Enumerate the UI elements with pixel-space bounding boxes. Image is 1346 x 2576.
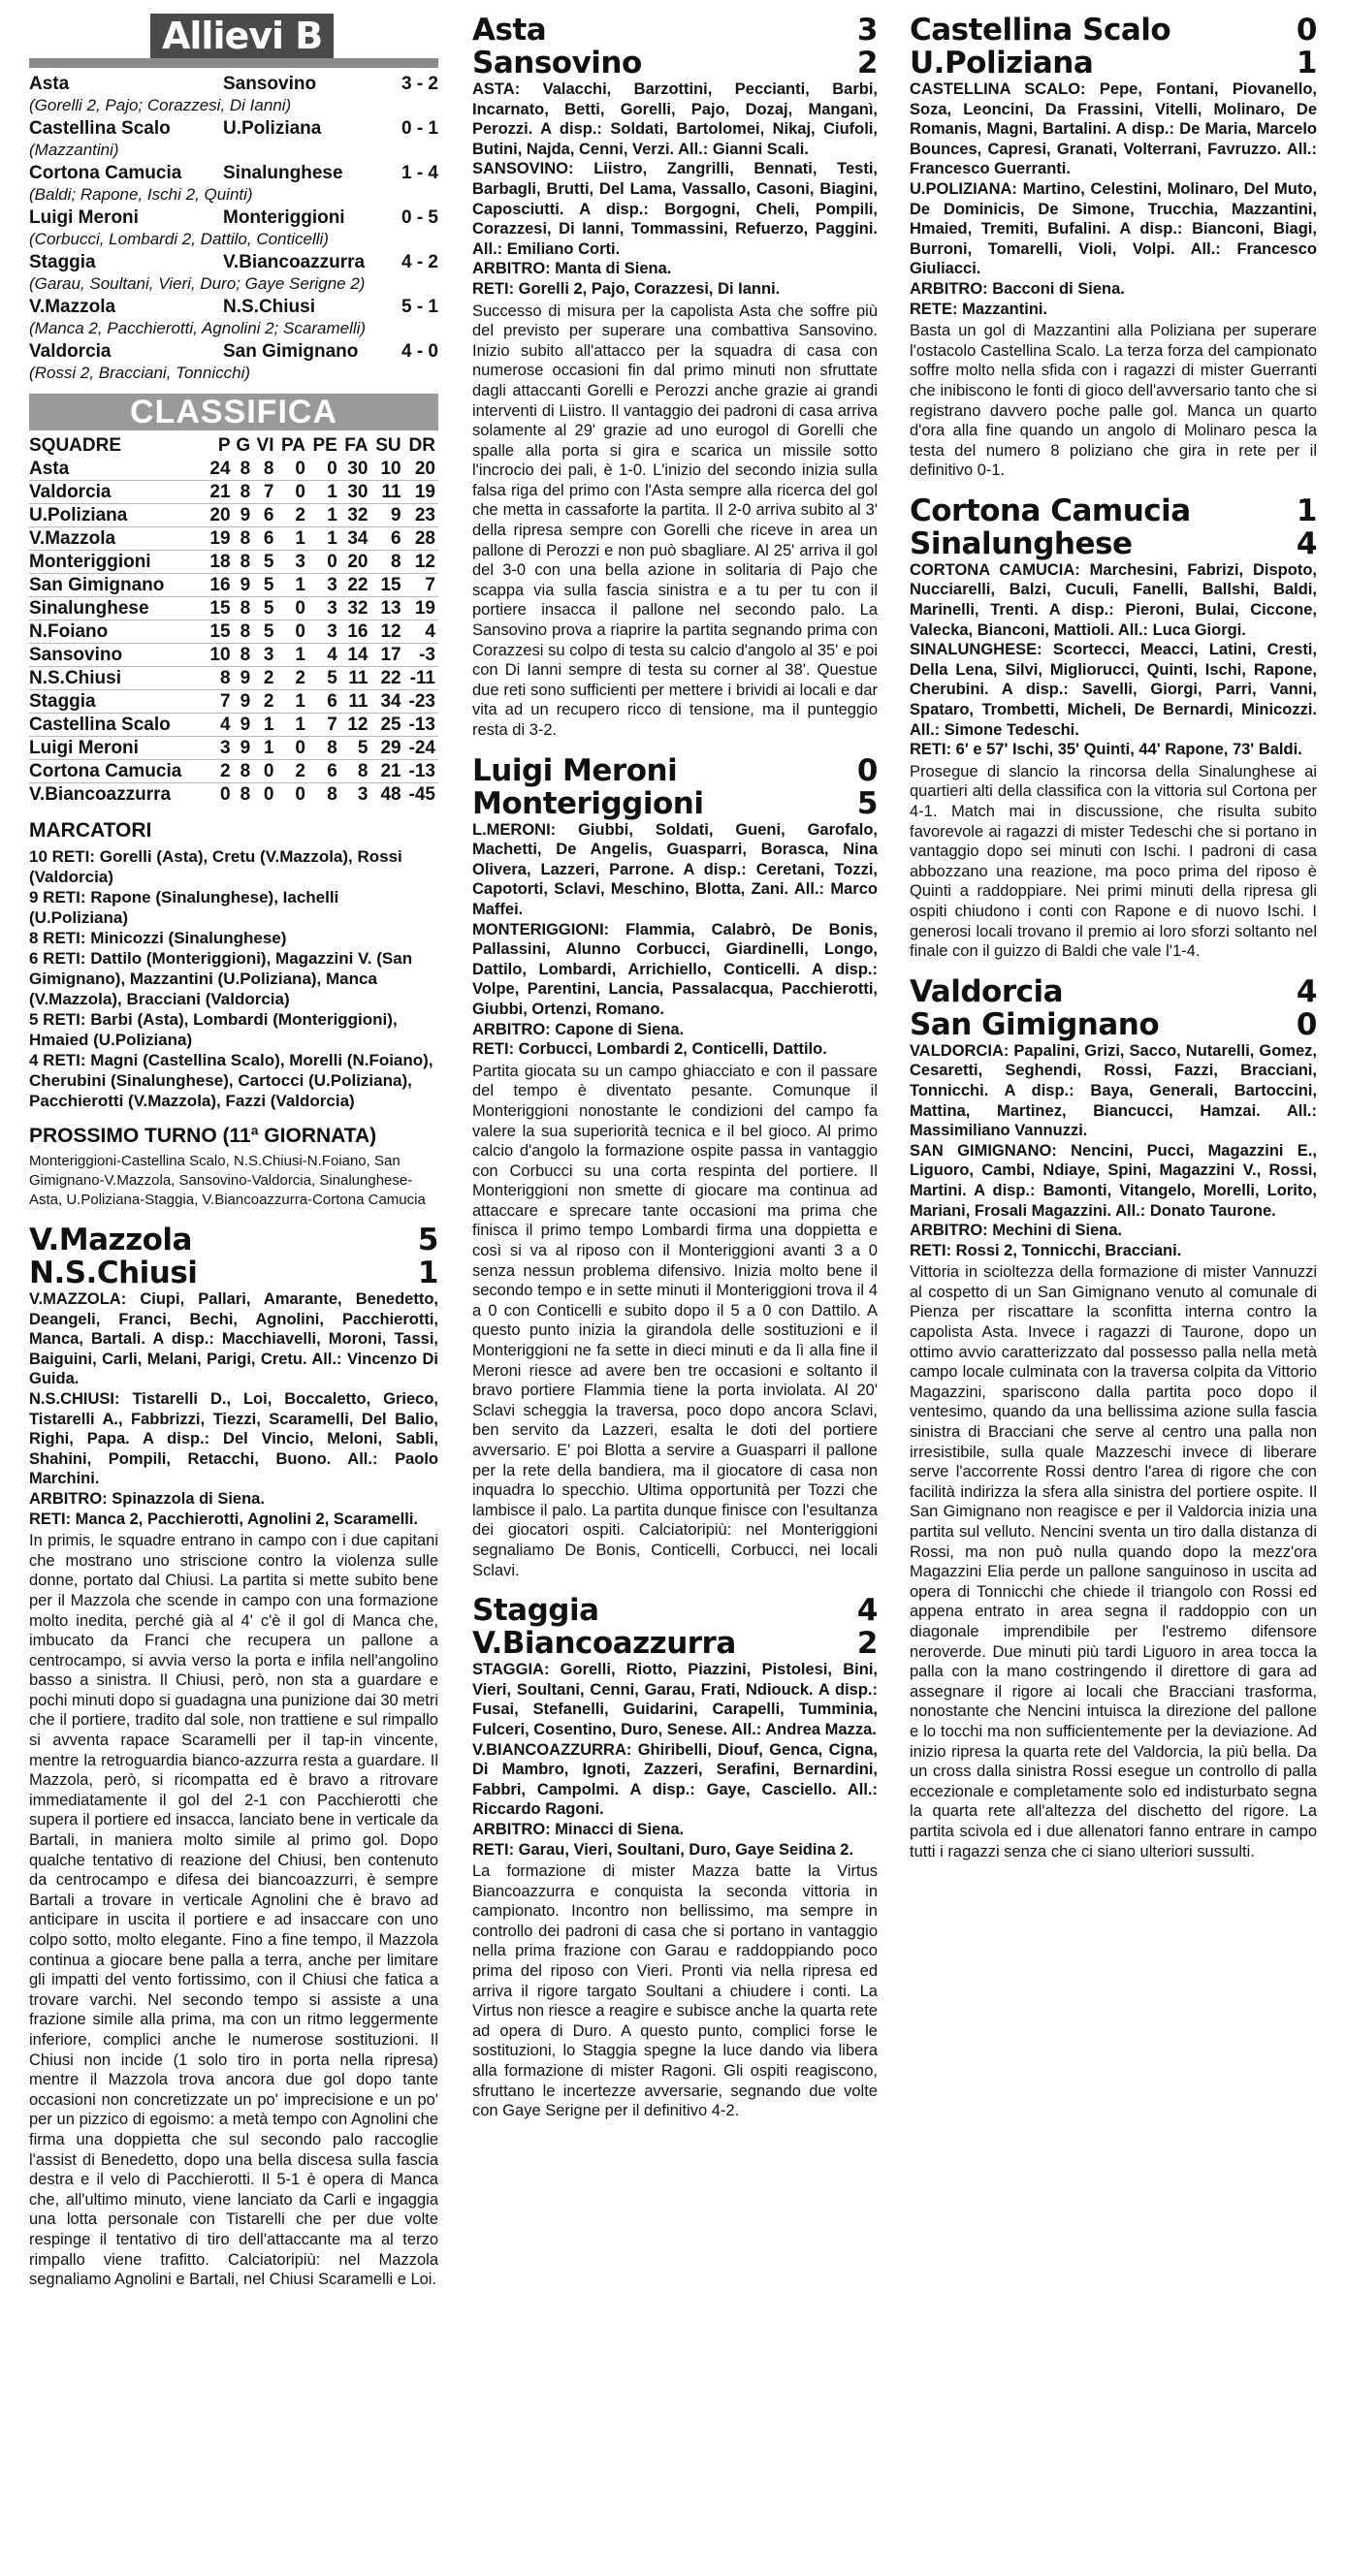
home-team-name: V.Mazzola bbox=[29, 1223, 192, 1257]
result-score: 0 - 1 bbox=[401, 118, 438, 139]
classifica-title: CLASSIFICA bbox=[29, 394, 438, 430]
home-team-score: 5 bbox=[417, 1223, 438, 1257]
home-team-name: Castellina Scalo bbox=[910, 13, 1171, 48]
next-round-title: PROSSIMO TURNO (11ª GIORNATA) bbox=[29, 1125, 377, 1147]
stat-cell: 0 bbox=[263, 784, 274, 805]
stat-cell: 7 bbox=[207, 690, 234, 714]
standings-header-cell: VI bbox=[256, 435, 274, 456]
scorer-line: 10 RETI: Gorelli (Asta), Cretu (V.Mazzola), Rossi (Valdorcia) bbox=[29, 847, 402, 886]
result-scorers: (Baldi; Rapone, Ischi 2, Quinti) bbox=[29, 185, 253, 204]
stat-cell: 3 bbox=[207, 737, 234, 760]
result-home: Asta bbox=[29, 74, 70, 94]
result-scorers: (Manca 2, Pacchierotti, Agnolini 2; Scaramelli) bbox=[29, 319, 367, 337]
scorer-line: 9 RETI: Rapone (Sinalunghese), Iachelli (U.Poliziana) bbox=[29, 888, 339, 927]
home-team-name: Cortona Camucia bbox=[910, 493, 1191, 528]
home-team-score: 1 bbox=[1296, 493, 1317, 528]
stat-cell: 8 bbox=[308, 737, 340, 760]
home-team-name: Asta bbox=[472, 13, 547, 48]
stat-cell: 9 bbox=[370, 504, 403, 527]
stat-cell: 8 bbox=[234, 644, 254, 667]
result-home: Luigi Meroni bbox=[29, 207, 139, 228]
stat-cell: 8 bbox=[234, 481, 254, 504]
team-name: U.Poliziana bbox=[29, 504, 207, 527]
away-team-line bbox=[472, 1627, 878, 1660]
away-lineup: V.BIANCOAZZURRA: Ghiribelli, Diouf, Genca, Cigna, Di Mambro, Ignoti, Zazzeri, Serafini, Bernardini, Fabbri, Campolmi. A disp.: Gaye, Casciello. All.: Riccardo Ragoni. bbox=[472, 1740, 878, 1819]
stat-cell: 0 bbox=[276, 620, 307, 644]
match-report: La formazione di mister Mazza batte la Virtus Biancoazzurra e conquista la seconda vittoria in campionato. Incontro non bellissimo, ma sempre in controllo dei padroni di casa che si portano in vantaggio nella prima frazione con Garau e raddoppiando poco prima del riposo con Vieri. Pronti via nella ripresa ed arriva il rigore targato Soultani a chiudere i conti. La Virtus non riesce a reagire e subisce anche la quarta rete ad opera di Duro. A questo punto, complici forse le sostituzioni, lo Staggia spegne la luce dando via libera alla formazione di mister Ragoni. Gli ospiti reagiscono, sfruttano le incertezze avversarie, segnando due volte con Gaye Serigne per il definitivo 4-2. bbox=[472, 1862, 878, 2120]
result-scorers: (Mazzantini) bbox=[29, 141, 119, 159]
stat-cell: 7 bbox=[308, 714, 340, 737]
result-away: Sinalunghese bbox=[223, 163, 343, 183]
standings-header-row bbox=[29, 434, 438, 458]
stat-cell: 11 bbox=[370, 481, 403, 504]
home-team-score: 4 bbox=[1296, 973, 1317, 1009]
standings-header-cell: PE bbox=[312, 435, 337, 456]
stat-cell: 1 bbox=[276, 690, 307, 714]
stat-cell: 17 bbox=[370, 644, 403, 667]
stat-cell: 16 bbox=[207, 574, 234, 597]
result-row bbox=[29, 341, 438, 363]
stat-cell: 2 bbox=[276, 667, 307, 690]
home-team-line bbox=[910, 14, 1317, 47]
stat-cell: 1 bbox=[276, 714, 307, 737]
stat-cell: 18 bbox=[207, 551, 234, 574]
match-cortona bbox=[910, 494, 1317, 962]
stat-cell: 0 bbox=[276, 481, 307, 504]
stat-cell: 25 bbox=[370, 714, 403, 737]
stat-cell: 5 bbox=[253, 620, 276, 644]
stat-cell: 2 bbox=[207, 760, 234, 783]
result-score: 1 - 4 bbox=[401, 163, 438, 183]
home-team-score: 3 bbox=[856, 13, 878, 48]
stat-cell: -45 bbox=[408, 784, 435, 805]
away-lineup: SAN GIMIGNANO: Nencini, Pucci, Magazzini E., Liguoro, Cambi, Ndiaye, Spini, Magazzini V., Rossi, Martini. A disp.: Bamonti, Vitangelo, Morelli, Lorito, Mariani, Frosali Magazzini. All.: Donato Taurone. bbox=[910, 1141, 1317, 1220]
result-home: Staggia bbox=[29, 252, 96, 272]
away-team-score: 2 bbox=[856, 46, 878, 80]
stat-cell: 8 bbox=[253, 458, 276, 481]
next-round-fixtures: Monteriggioni-Castellina Scalo, N.S.Chiusi-N.Foiano, San Gimignano-V.Mazzola, Sansovino-Valdorcia, Sinalunghese-Asta, U.Poliziana-Staggia, V.Biancoazzurra-Cortona Camucia bbox=[29, 1153, 426, 1208]
stat-cell: -13 bbox=[404, 714, 438, 737]
standings-row bbox=[29, 574, 438, 597]
result-score: 3 - 2 bbox=[401, 74, 438, 94]
scorer-line: 6 RETI: Dattilo (Monteriggioni), Magazzini V. (San Gimignano), Mazzantini (U.Poliziana), Manca (V.Mazzola), Bracciani (Valdorcia) bbox=[29, 949, 413, 1008]
stat-cell: 1 bbox=[276, 574, 307, 597]
stat-cell: 7 bbox=[404, 574, 438, 597]
column-right bbox=[910, 14, 1317, 1861]
stat-cell: 8 bbox=[240, 784, 251, 805]
away-team-score: 5 bbox=[856, 785, 878, 821]
stat-cell: 0 bbox=[308, 458, 340, 481]
header-rule bbox=[29, 58, 438, 68]
result-away: Monteriggioni bbox=[223, 207, 345, 228]
standings-header-cell: FA bbox=[344, 435, 369, 456]
column-left bbox=[29, 14, 438, 2290]
standings-row bbox=[29, 458, 438, 481]
stat-cell: 8 bbox=[234, 620, 254, 644]
result-away: N.S.Chiusi bbox=[223, 297, 316, 317]
result-score: 5 - 1 bbox=[401, 297, 438, 317]
away-team-line bbox=[472, 787, 878, 820]
stat-cell: -13 bbox=[404, 760, 438, 783]
match-report: Basta un gol di Mazzantini alla Poliziana per superare l'ostacolo Castellina Scalo. La terza forza del campionato soffre molto nella sfida con i ragazzi di mister Guerranti che inibiscono le fonti di gioco dell'avversario tanto che si registrano davvero poche palle gol. Manca un quarto d'ora alla fine quando un angolo di Molinaro pesca la testa del numero 8 poliziano che gira in rete per il definitivo 0-1. bbox=[910, 322, 1317, 480]
stat-cell: 9 bbox=[234, 667, 254, 690]
stat-cell: 0 bbox=[276, 458, 307, 481]
goals: RETI: Corbucci, Lombardi 2, Conticelli, Dattilo. bbox=[472, 1040, 827, 1059]
stat-cell: 12 bbox=[404, 551, 438, 574]
stat-cell: 8 bbox=[234, 551, 254, 574]
referee: ARBITRO: Spinazzola di Siena. bbox=[29, 1489, 265, 1508]
stat-cell: 30 bbox=[340, 458, 371, 481]
stat-cell: 23 bbox=[404, 504, 438, 527]
standings-header-cell: DR bbox=[408, 435, 435, 456]
stat-cell: 1 bbox=[253, 737, 276, 760]
stat-cell: 34 bbox=[370, 690, 403, 714]
home-team-score: 0 bbox=[1296, 13, 1317, 48]
column-middle bbox=[472, 14, 878, 2121]
stat-cell: 5 bbox=[253, 597, 276, 620]
team-name: Sansovino bbox=[29, 644, 207, 667]
away-team-score: 1 bbox=[417, 1256, 438, 1290]
home-lineup: CASTELLINA SCALO: Pepe, Fontani, Piovanello, Soza, Leoncini, Da Frassini, Vitelli, Molinaro, De Romanis, Magni, Bartalini. A disp.: De Maria, Marcelo Bounces, Capresi, Granati, Volterrani, Favruzzo. All.: Francesco Guerranti. bbox=[910, 80, 1317, 178]
result-away: Sansovino bbox=[223, 74, 317, 94]
home-team-name: Staggia bbox=[472, 1593, 599, 1629]
result-scorers: (Rossi 2, Bracciani, Tonnicchi) bbox=[29, 364, 251, 382]
away-team-name: San Gimignano bbox=[910, 1006, 1160, 1042]
scorers-list bbox=[29, 846, 438, 1111]
stat-cell: 15 bbox=[370, 574, 403, 597]
away-team-line bbox=[29, 1256, 438, 1289]
goals: RETI: Manca 2, Pacchierotti, Agnolini 2, Scaramelli. bbox=[29, 1510, 419, 1528]
away-lineup: SINALUNGHESE: Scortecci, Meacci, Latini, Cresti, Della Lena, Silvi, Migliorucci, Quinti, Ischi, Rapone, Cherubini. A disp.: Savelli, Giorgi, Parri, Vanni, Spataro, Trombetti, Micheli, De Bernardi, Minicozzi. All.: Simone Tedeschi. bbox=[910, 641, 1317, 739]
stat-cell: 10 bbox=[207, 644, 234, 667]
result-row bbox=[29, 297, 438, 318]
stat-cell: 1 bbox=[276, 527, 307, 551]
referee: ARBITRO: Manta di Siena. bbox=[472, 260, 672, 278]
away-team-line bbox=[472, 47, 878, 80]
away-team-score: 0 bbox=[1296, 1006, 1317, 1042]
stat-cell: 8 bbox=[234, 760, 254, 783]
stat-cell: 2 bbox=[276, 760, 307, 783]
stat-cell: 7 bbox=[253, 481, 276, 504]
standings-row bbox=[29, 737, 438, 760]
stat-cell: 6 bbox=[308, 690, 340, 714]
standings-row bbox=[29, 690, 438, 714]
stat-cell: 19 bbox=[404, 597, 438, 620]
standings-row bbox=[29, 527, 438, 551]
home-lineup: ASTA: Valacchi, Barzottini, Peccianti, Barbi, Incarnato, Betti, Gorelli, Pajo, Dozaj, Manganì, Perozzi. A disp.: Soldati, Bartolomei, Nikaj, Ciufoli, Butini, Najda, Cenni, Verzi. All.: Gianni Scali. bbox=[472, 80, 878, 158]
stat-cell: 48 bbox=[380, 784, 401, 805]
result-home: Cortona Camucia bbox=[29, 163, 182, 183]
away-lineup: MONTERIGGIONI: Flammia, Calabrò, De Bonis, Pallassini, Alunno Corbucci, Giardinelli, Longo, Dattilo, Lombardi, Arrichiello, Conticelli. A disp.: Volpe, Parentini, Lancia, Passalacqua, Pacchierotti, Giubbi, Ortenzi, Romano. bbox=[472, 920, 878, 1018]
standings-header-cell: SU bbox=[375, 435, 401, 456]
stat-cell: 20 bbox=[207, 504, 234, 527]
away-lineup: SANSOVINO: Liistro, Zangrilli, Bennati, Testi, Barbagli, Brutti, Del Lama, Vassallo, Casoni, Biagini, Caposciutti. A disp.: Borgogni, Cheli, Pompili, Corazzesi, Di Ianni, Tommassini, Refuerzo, Paggini. All.: Emiliano Corti. bbox=[472, 160, 878, 258]
team-name: Valdorcia bbox=[29, 481, 207, 504]
stat-cell: 21 bbox=[370, 760, 403, 783]
home-team-line bbox=[472, 754, 878, 787]
stat-cell: 9 bbox=[234, 504, 254, 527]
section-header bbox=[29, 14, 438, 58]
standings-header-cell: P bbox=[217, 435, 231, 456]
home-lineup: CORTONA CAMUCIA: Marchesini, Fabrizi, Dispoto, Nucciarelli, Balzi, Cuculi, Fanelli, Ballshi, Baldi, Marinelli, Trenti. A disp.: Pieroni, Bulai, Ciccone, Valecka, Bianconi, Mattioli. All.: Luca Giorgi. bbox=[910, 560, 1317, 639]
result-row bbox=[29, 163, 438, 184]
stat-cell: -24 bbox=[404, 737, 438, 760]
home-lineup: V.MAZZOLA: Ciupi, Pallari, Amarante, Benedetto, Deangeli, Franci, Bechi, Agnolini, Pacchierotti, Manca, Bartali. A disp.: Macchiavelli, Moroni, Tassi, Baiguini, Carli, Melani, Parigi, Cretu. All.: Vincenzo Di Guida. bbox=[29, 1290, 438, 1388]
away-team-score: 2 bbox=[856, 1626, 878, 1662]
home-team-line bbox=[29, 1224, 438, 1256]
stat-cell: 30 bbox=[340, 481, 371, 504]
stat-cell: 13 bbox=[370, 597, 403, 620]
stat-cell: -3 bbox=[404, 644, 438, 667]
stat-cell: 0 bbox=[276, 597, 307, 620]
away-team-name: Sinalunghese bbox=[910, 525, 1133, 561]
stat-cell: 3 bbox=[276, 551, 307, 574]
away-lineup: N.S.CHIUSI: Tistarelli D., Loi, Boccaletto, Grieco, Tistarelli A., Fabbrizzi, Tiezzi, Scaramelli, Del Balio, Righi, Papa. A disp.: Del Vincio, Meloni, Sabli, Shahini, Pompili, Retacchi, Buono. All.: Paolo Marchini. bbox=[29, 1389, 438, 1488]
goals: RETI: Gorelli 2, Pajo, Corazzesi, Di Ianni. bbox=[472, 279, 781, 298]
result-row bbox=[29, 118, 438, 140]
match-report: Successo di misura per la capolista Asta che soffre più del previsto per superare una combattiva Sansovino. Inizio subito all'attacco per la squadra di casa con numerose occasioni fin dal primo minuti non sfruttate dagli attaccanti Gorelli e Perozzi anche grazie ai grandi interventi di Liistro. Il vantaggio dei padroni di casa arriva solamente al 29' grazie ad uno eurogol di Gorelli che spalle alla porta si gira e scarica un missile sotto l'incrocio dei pali, è 1-0. L'inizio del secondo inizia sulla falsa riga del primo con l'Asta sempre alla ricerca del gol che metta in cassaforte la partita. Il 2-0 arriva subito al 3' della ripresa sempre con Gorelli che riceve in area un pallone di Perozzi e non può sbagliare. Al 25' arriva il gol del 3-0 con una bella azione in solitaria di Pajo che scappa via sulla fascia sinistra e a tu per tu con il portiere insacca il pallone nel secondo palo. La Sansovino prova a riaprire la partita segnando prima con Corazzesi su colpo di testa su calcio d'angolo al 35' e poi con Di Ianni sempre di testa su corner al 38'. Questue due reti sono sufficienti per mettere i brividi ai locali e dar vita ad un recupero ricco di tensione, ma il punteggio resta di 3-2. bbox=[472, 302, 878, 739]
goals: RETI: 6' e 57' Ischi, 35' Quinti, 44' Rapone, 73' Baldi. bbox=[910, 741, 1302, 759]
stat-cell: 5 bbox=[340, 737, 371, 760]
standings-row bbox=[29, 714, 438, 737]
standings-row bbox=[29, 481, 438, 504]
scorer-line: 5 RETI: Barbi (Asta), Lombardi (Monteriggioni), Hmaied (U.Poliziana) bbox=[29, 1010, 398, 1049]
away-lineup: U.POLIZIANA: Martino, Celestini, Molinaro, Del Muto, De Dominicis, De Simone, Trucchia, Mazzantini, Hmaied, Tremiti, Bufalini. A disp.: Bianconi, Biagi, Burroni, Tomarelli, Violi, Volpi. All.: Francesco Giuliacci. bbox=[910, 179, 1317, 278]
stat-cell: 15 bbox=[207, 597, 234, 620]
standings-row bbox=[29, 551, 438, 574]
team-name: Monteriggioni bbox=[29, 551, 207, 574]
standings-row bbox=[29, 620, 438, 644]
team-name: Asta bbox=[29, 458, 207, 481]
stat-cell: 3 bbox=[308, 597, 340, 620]
stat-cell: 1 bbox=[308, 527, 340, 551]
stat-cell: 19 bbox=[404, 481, 438, 504]
stat-cell: 3 bbox=[308, 574, 340, 597]
stat-cell: 3 bbox=[308, 620, 340, 644]
stat-cell: 1 bbox=[276, 644, 307, 667]
away-team-line bbox=[910, 47, 1317, 80]
home-team-line bbox=[472, 14, 878, 47]
team-name: N.Foiano bbox=[29, 620, 207, 644]
stat-cell: 4 bbox=[308, 644, 340, 667]
stat-cell: 3 bbox=[357, 784, 369, 805]
team-name: San Gimignano bbox=[29, 574, 207, 597]
stat-cell: 16 bbox=[340, 620, 371, 644]
match-report: Vittoria in scioltezza della formazione di mister Vannuzzi al cospetto di un San Gimignano venuto al comunale di Pienza per riscattare la sconfitta interna contro la capolista Asta. Invece i ragazzi di Taurone, dopo un ottimo avvio caratterizzato dal possesso palla nella metà campo locale culminata con la traversa colpita da Vittorio Magazzini, spariscono dalla partita poco dopo il ventesimo, quando da una bellissima azione sulla fascia sinistra di Bracciani che serve al centro una palla non irresistibile, sulla quale Mazzeschi invece di liberare serve l'accorrente Rossi dentro l'area di rigore che con facilità indirizza la sfera alla sinistra del portiere ospite. Il San Gimignano non reagisce e per il Valdorcia inizia una partita sul velluto. Nencini sventa un tiro dalla distanza di Rossi, ma non può nulla quando dopo la mezz'ora Magazzini Elia perde un pallone sanguinoso in uscita ad opera di Tonnicchi che chiede il triangolo con Rossi ed appena entrato in area segna il raddoppio con un diagonale imprendibile per l'estremo difensore neroverde. Due minuti più tardi Liguoro in area tocca la palla con la mano costringendo il direttore di gara ad assegnare il rigore ai locali che Bracciani trasforma, nonostante che Nencini intuisca la direzione del pallone e lo tocchi ma non sufficientemente per la deviazione. Ad inizio ripresa la quarta rete del Valdorcia, la più bella. Da un cross dalla sinistra Rossi esegue un controllo di palla eccezionale e completamente solo ed indisturbato segna la quarta rete all'altezza del dischetto del rigore. La partita scivola ed i due allenatori fanno entrare in campo tutti i ragazzi senza che ci siano ulteriori sussulti. bbox=[910, 1263, 1317, 1860]
result-home: Valdorcia bbox=[29, 341, 112, 362]
stat-cell: 8 bbox=[340, 760, 371, 783]
away-team-name: Sansovino bbox=[472, 46, 642, 80]
standings-header-cell: G bbox=[236, 435, 251, 456]
home-team-score: 0 bbox=[856, 752, 878, 788]
team-name: Sinalunghese bbox=[29, 597, 207, 620]
stat-cell: 1 bbox=[308, 481, 340, 504]
home-team-name: Luigi Meroni bbox=[472, 752, 678, 788]
result-home: Castellina Scalo bbox=[29, 118, 171, 139]
away-team-name: U.Poliziana bbox=[910, 46, 1094, 80]
goals: RETE: Mazzantini. bbox=[910, 300, 1048, 318]
stat-cell: 6 bbox=[370, 527, 403, 551]
stat-cell: 2 bbox=[253, 690, 276, 714]
result-score: 4 - 2 bbox=[401, 252, 438, 272]
match-staggia bbox=[472, 1594, 878, 2121]
result-row bbox=[29, 74, 438, 95]
standings-header-cell: PA bbox=[280, 435, 305, 456]
match-report: Prosegue di slancio la rincorsa della Sinalunghese ai quartieri alti della classifica con la vittoria sul Cortona per 4-1. Match mai in discussione, che risulta subito favorevole ai ragazzi di mister Tedeschi che si portano in vantaggio dopo sei minuti con Ischi. I padroni di casa abbozzano una reazione, ma poco prima del riposo è Quinti a raddoppiare. Nei primi minuti della ripresa gli ospiti chiudono i conti con Rapone e di nuovo Ischi. I generosi locali trovano il premio ai loro sforzi soltanto nel finale con il guizzo di Baldi che vale l'1-4. bbox=[910, 762, 1317, 961]
next-round bbox=[29, 1152, 438, 1210]
stat-cell: 12 bbox=[370, 620, 403, 644]
standings-row bbox=[29, 644, 438, 667]
referee: ARBITRO: Minacci di Siena. bbox=[472, 1820, 685, 1838]
match-castellina bbox=[910, 14, 1317, 481]
stat-cell: 4 bbox=[404, 620, 438, 644]
stat-cell: 28 bbox=[404, 527, 438, 551]
home-lineup: VALDORCIA: Papalini, Grizi, Sacco, Nutarelli, Gomez, Cesaretti, Seghendi, Rossi, Fazzi, Bracciani, Tonnicchi. A disp.: Baya, Generali, Bartoccini, Mattina, Martinez, Biancucci, Hamzai. All.: Massimiliano Vannuzzi. bbox=[910, 1041, 1317, 1140]
result-away: U.Poliziana bbox=[223, 118, 322, 139]
away-team-score: 4 bbox=[1296, 525, 1317, 561]
stat-cell: 0 bbox=[219, 784, 231, 805]
home-team-name: Valdorcia bbox=[910, 973, 1064, 1009]
stat-cell: 21 bbox=[207, 481, 234, 504]
home-team-line bbox=[910, 975, 1317, 1008]
stat-cell: 3 bbox=[253, 644, 276, 667]
stat-cell: 5 bbox=[308, 667, 340, 690]
stat-cell: 22 bbox=[340, 574, 371, 597]
stat-cell: 6 bbox=[308, 760, 340, 783]
stat-cell: 9 bbox=[234, 574, 254, 597]
referee: ARBITRO: Capone di Siena. bbox=[472, 1020, 685, 1038]
standings-row bbox=[29, 504, 438, 527]
match-report: Partita giocata su un campo ghiacciato e con il passare del tempo è diventato pesante. Comunque il Monteriggioni nonostante le condizioni del campo fa valere la sua superiorità tecnica e il bel gioco. Al primo calcio d'angolo la formazione ospite passa in vantaggio con Corbucci su una corta respinta del portiere. Il Monteriggioni non smette di giocare ma continua ad attaccare e sprecare tante occasioni ma prima che finisca il primo tempo Lombardi firma una doppietta e così si va al riposo con il Monteriggioni avanti 3 a 0 senza nessun problema difensivo. Inizia molto bene il secondo tempo e in sette minuti il Monteriggioni trova il 4 a 0 con Conticelli e subito dopo il 5 a 0 con Dattilo. A questo punto inizia la girandola delle sostituzioni e il Monteriggioni ne fa sette in dieci minuti e da lì alla fine il Meroni riesce ad avere ben tre occasioni e soltanto il bravo portiere Flammia tiene la porta inviolata. Al 20' Sclavi scheggia la traversa, poco dopo ancora Sclavi, ben servito da Lazzeri, esalta le doti del portiere avversario. E' poi Blotta a servire a Guasparri il pallone per la rete della bandiera, ma il giocatore di casa non inquadra lo specchio. Ultima opportunità per Tozzi che lambisce il palo. La partita dunque finisce con l'esultanza dei giocatori ospiti. Calciatoripiù: nel Monteriggioni segnaliamo De Bonis, Conticelli, Corbucci, nei locali Sclavi. bbox=[472, 1062, 878, 1579]
away-team-name: V.Biancoazzurra bbox=[472, 1626, 736, 1662]
standings-header-cell: SQUADRE bbox=[29, 435, 122, 456]
stat-cell: 8 bbox=[234, 597, 254, 620]
stat-cell: 19 bbox=[207, 527, 234, 551]
team-name: Castellina Scalo bbox=[29, 714, 207, 737]
standings-row bbox=[29, 783, 438, 807]
stat-cell: 8 bbox=[370, 551, 403, 574]
section-title: Allievi B bbox=[150, 14, 334, 58]
stat-cell: 8 bbox=[234, 527, 254, 551]
goals: RETI: Garau, Vieri, Soultani, Duro, Gaye Seidina 2. bbox=[472, 1840, 854, 1859]
team-name: Cortona Camucia bbox=[29, 760, 207, 783]
home-lineup: STAGGIA: Gorelli, Riotto, Piazzini, Pistolesi, Bini, Vieri, Soultani, Cenni, Garau, Frati, Ndiouck. A disp.: Fusai, Stefanelli, Guidarini, Carapelli, Tumminia, Fulceri, Cosentino, Duro, Senese. All.: Andrea Mazza. bbox=[472, 1661, 878, 1738]
standings-row bbox=[29, 760, 438, 783]
stat-cell: 15 bbox=[207, 620, 234, 644]
away-team-score: 1 bbox=[1296, 46, 1317, 80]
stat-cell: 8 bbox=[327, 784, 337, 805]
scorer-line: 4 RETI: Magni (Castellina Scalo), Morelli (N.Foiano), Cherubini (Sinalunghese), Cartocci (U.Poliziana), Pacchierotti (V.Mazzola), Fazzi (Valdorcia) bbox=[29, 1051, 433, 1110]
team-name: V.Mazzola bbox=[29, 527, 207, 551]
stat-cell: 24 bbox=[207, 458, 234, 481]
stat-cell: 9 bbox=[234, 690, 254, 714]
stat-cell: 10 bbox=[370, 458, 403, 481]
standings-row bbox=[29, 597, 438, 620]
stat-cell: 20 bbox=[404, 458, 438, 481]
stat-cell: 14 bbox=[340, 644, 371, 667]
stat-cell: 32 bbox=[340, 504, 371, 527]
result-home: V.Mazzola bbox=[29, 297, 116, 317]
stat-cell: 32 bbox=[340, 597, 371, 620]
result-away: San Gimignano bbox=[223, 341, 359, 362]
stat-cell: 0 bbox=[276, 737, 307, 760]
result-scorers: (Garau, Soultani, Vieri, Duro; Gaye Serigne 2) bbox=[29, 274, 366, 293]
stat-cell: 8 bbox=[207, 667, 234, 690]
stat-cell: 5 bbox=[253, 551, 276, 574]
goals: RETI: Rossi 2, Tonnicchi, Bracciani. bbox=[910, 1241, 1182, 1259]
stat-cell: 29 bbox=[370, 737, 403, 760]
stat-cell: 1 bbox=[253, 714, 276, 737]
referee: ARBITRO: Bacconi di Siena. bbox=[910, 279, 1125, 298]
team-name: Luigi Meroni bbox=[29, 737, 207, 760]
match-valdorcia bbox=[910, 975, 1317, 1861]
stat-cell: 2 bbox=[253, 667, 276, 690]
stat-cell: 12 bbox=[340, 714, 371, 737]
result-score: 4 - 0 bbox=[401, 341, 438, 362]
match-meroni bbox=[472, 754, 878, 1581]
stat-cell: 9 bbox=[234, 737, 254, 760]
result-row bbox=[29, 252, 438, 273]
stat-cell: -23 bbox=[404, 690, 438, 714]
stat-cell: 6 bbox=[253, 527, 276, 551]
results-list bbox=[29, 74, 438, 384]
stat-cell: 0 bbox=[295, 784, 305, 805]
standings-row bbox=[29, 667, 438, 690]
stat-cell: 4 bbox=[207, 714, 234, 737]
stat-cell: 1 bbox=[308, 504, 340, 527]
result-scorers: (Gorelli 2, Pajo; Corazzesi, Di Ianni) bbox=[29, 96, 292, 114]
stat-cell: 6 bbox=[253, 504, 276, 527]
stat-cell: 5 bbox=[253, 574, 276, 597]
match-report: In primis, le squadre entrano in campo con i due capitani che mostrano uno striscione contro la violenza sulle donne, portato dal Chiusi. La partita si mette subito bene per il Mazzola che scende in campo con una formazione molto inedita, perché già al 4' c'è il gol di Manca che, imbucato da Franci che recupera un pallone a centrocampo, si avvia verso la porta e infila nell'angolino basso a sinistra. Il Chiusi, però, non sta a guardare e pochi minuti dopo si guadagna una punizione dai 30 metri che il portiere, tradito dal sole, non trattiene e sul rimpallo si avventa rapace Scaramelli per il tap-in vincente, mentre la retroguardia bianco-azzurra resta a guardare. Il Mazzola, però, si ricompatta ed è bravo a ritrovare immediatamente il gol del 2-1 con Pacchierotti che supera il portiere ed insacca, lanciato bene in verticale da Bartali, in maniera molto simile al primo gol. Dopo qualche tentativo di reazione del Chiusi, ben contenuto da centrocampo e difesa dei biancoazzurri, è sempre Bartali a trovare in verticale Agnolini che è bravo ad anticipare in uscita il portiere e ad insaccare con uno colpo sotto, molto elegante. Fino a fine tempo, il Mazzola continua a giocare bene palla a terra, anche per limitare gli impatti del vento fortissimo, con il Chiusi che fatica a trovare varchi. Nel secondo tempo si assiste a una frazione simile alla prima, ma con un ritmo leggermente inferiore, complici anche le numerose sostituzioni. Il Chiusi non incide (1 solo tiro in porta nella ripresa) mentre il Mazzola trova ancora due gol dopo tante occasioni non concretizzate un po' imprecisione e un po' per un pizzico di egoismo: a metà tempo con Agnolini che firma una doppietta che sul secondo palo raccoglie l'assist di Benedetto, dopo una bella discesa sulla fascia destra e il velo di Pacchierotti. Il 5-1 è opera di Manca che, all'ultimo minuto, viene lanciato da Carli e ingaggia una lotta personale con Tistarelli che per due volte respinge il tentativo di tiro dell'attaccante ma al terzo rimpallo viene trafitto. Calciatoripiù: nel Mazzola segnaliamo Agnolini e Bartali, nel Chiusi Scaramelli e Loi. bbox=[29, 1532, 438, 2289]
away-team-line bbox=[910, 527, 1317, 560]
stat-cell: 11 bbox=[340, 667, 371, 690]
away-team-name: N.S.Chiusi bbox=[29, 1256, 198, 1290]
result-row bbox=[29, 207, 438, 229]
home-team-line bbox=[472, 1594, 878, 1627]
home-team-score: 4 bbox=[856, 1593, 878, 1629]
team-name: Staggia bbox=[29, 690, 207, 714]
team-name: N.S.Chiusi bbox=[29, 667, 207, 690]
away-team-name: Monteriggioni bbox=[472, 785, 704, 821]
stat-cell: 8 bbox=[234, 458, 254, 481]
scorer-line: 8 RETI: Minicozzi (Sinalunghese) bbox=[29, 929, 287, 947]
result-scorers: (Corbucci, Lombardi 2, Dattilo, Conticelli) bbox=[29, 230, 329, 248]
standings-table bbox=[29, 434, 438, 806]
stat-cell: 11 bbox=[340, 690, 371, 714]
home-lineup: L.MERONI: Giubbi, Soldati, Gueni, Garofalo, Machetti, De Angelis, Guasparri, Borasca, Nina Olivera, Lazzeri, Parrone. A disp.: Ceretani, Tozzi, Capotorti, Sclavi, Meschino, Blotta, Zani. All.: Marco Maffei. bbox=[472, 820, 878, 918]
away-team-line bbox=[910, 1008, 1317, 1041]
stat-cell: 9 bbox=[234, 714, 254, 737]
stat-cell: 22 bbox=[370, 667, 403, 690]
stat-cell: 2 bbox=[276, 504, 307, 527]
result-score: 0 - 5 bbox=[401, 207, 438, 228]
scorers-title: MARCATORI bbox=[29, 819, 152, 842]
stat-cell: -11 bbox=[404, 667, 438, 690]
stat-cell: 0 bbox=[308, 551, 340, 574]
match-mazzola bbox=[29, 1224, 438, 2290]
stat-cell: 34 bbox=[340, 527, 371, 551]
match-asta bbox=[472, 14, 878, 741]
stat-cell: 20 bbox=[340, 551, 371, 574]
team-name: V.Biancoazzurra bbox=[29, 784, 172, 805]
referee: ARBITRO: Mechini di Siena. bbox=[910, 1222, 1123, 1240]
stat-cell: 0 bbox=[253, 760, 276, 783]
result-away: V.Biancoazzurra bbox=[223, 252, 366, 272]
home-team-line bbox=[910, 494, 1317, 527]
